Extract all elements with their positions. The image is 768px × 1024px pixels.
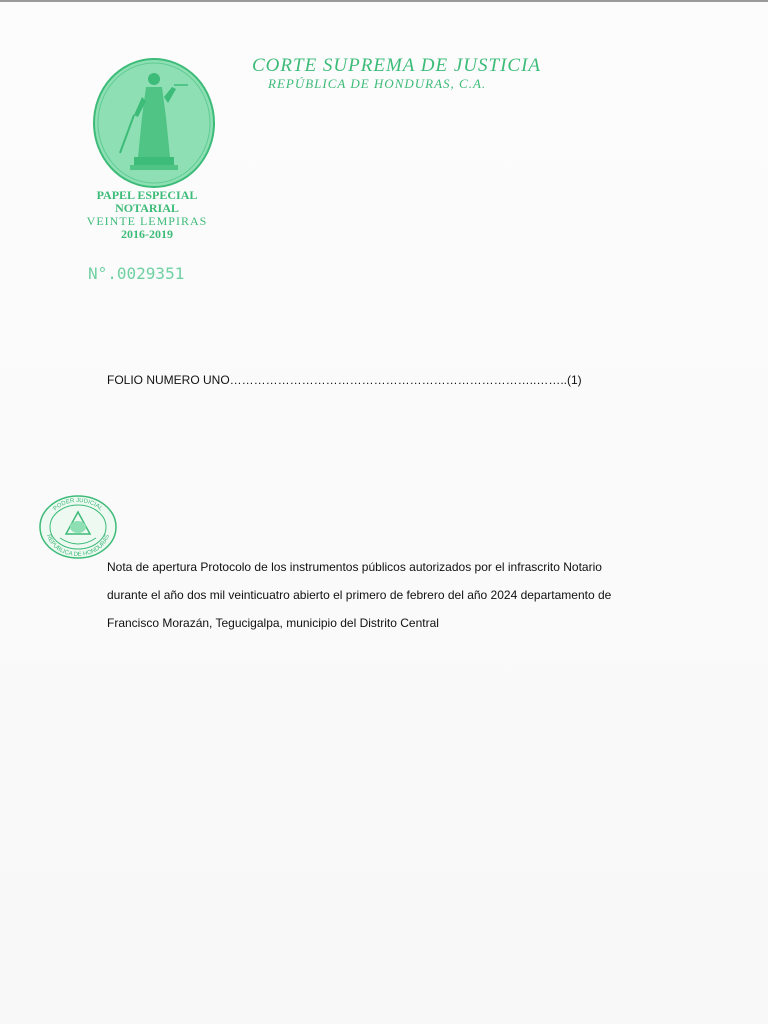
stamp-line-4: 2016-2019 — [121, 227, 173, 241]
justice-statue-seal — [92, 57, 216, 189]
opening-note-line-3: Francisco Morazán, Tegucigalpa, municipio del Distrito Central — [107, 616, 439, 630]
country-subtitle: REPÚBLICA DE HONDURAS, C.A. — [268, 76, 487, 91]
serial-number: N°.0029351 — [88, 264, 185, 283]
seal-text-bottom: REPUBLICA DE HONDURAS — [44, 533, 112, 559]
opening-note-line-2: durante el año dos mil veinticuatro abierto el primero de febrero del año 2024 departamento de — [107, 588, 612, 602]
seal-text-top: PODER JUDICIAL — [52, 497, 104, 513]
stamp-line-1: PAPEL ESPECIAL — [96, 188, 198, 202]
stamp-paper-block — [72, 189, 222, 241]
opening-note — [107, 553, 677, 637]
folio-line: FOLIO NUMERO UNO…………………………………………………………………..……..(1) — [107, 373, 582, 387]
stamp-line-2: NOTARIAL — [115, 201, 179, 215]
opening-note-line-1: Nota de apertura Protocolo de los instrumentos públicos autorizados por el infrascrito Notario — [107, 560, 602, 574]
court-title: CORTE SUPREMA DE JUSTICIA — [252, 55, 542, 76]
page-top-edge — [0, 0, 768, 2]
stamp-line-3: VEINTE LEMPIRAS — [86, 214, 208, 228]
judicial-seal — [38, 494, 118, 560]
